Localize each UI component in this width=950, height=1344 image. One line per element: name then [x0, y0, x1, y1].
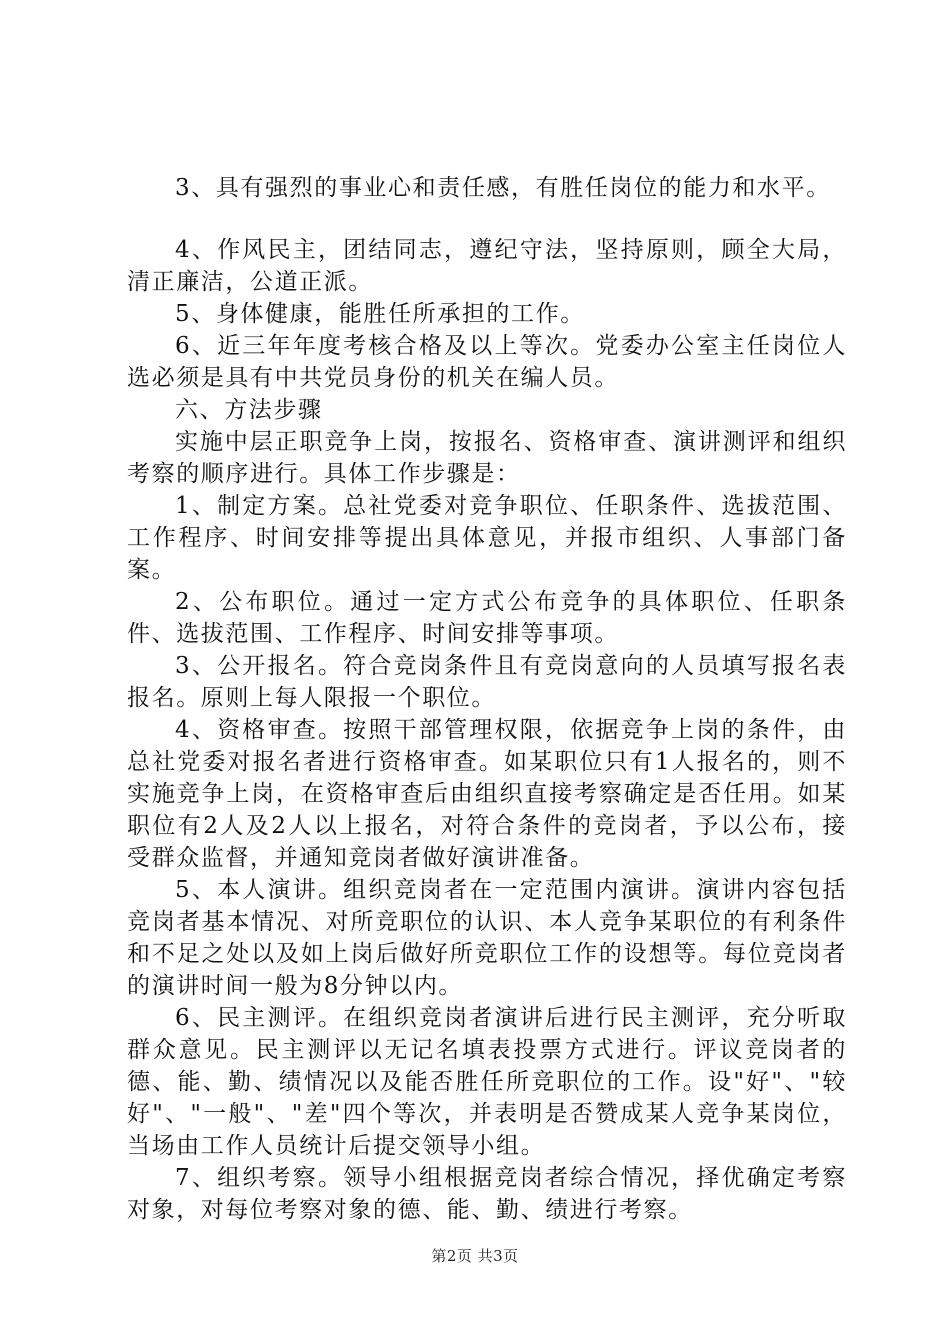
section-heading-methods: 六、方法步骤: [175, 397, 323, 423]
paragraph-step-4: 4、资格审查。按照干部管理权限，依据竞争上岗的条件，由总社党委对报名者进行资格审查。如某职位只有1人报名的，则不实施竞争上岗，在资格审查后由组织直接考察确定是否任用。如某职位有2人及2人以上报名，对符合条件的竞岗者，予以公布，接受群众监督，并通知竞岗者做好演讲准备。: [127, 717, 847, 871]
paragraph-methods-intro: 实施中层正职竞争上岗，按报名、资格审查、演讲测评和组织考察的顺序进行。具体工作步骤是：: [127, 429, 847, 487]
paragraph-step-3: 3、公开报名。符合竞岗条件且有竞岗意向的人员填写报名表报名。原则上每人限报一个职位。: [127, 653, 847, 711]
paragraph-qualification-5: 5、身体健康，能胜任所承担的工作。: [175, 301, 585, 327]
paragraph-step-6: 6、民主测评。在组织竞岗者演讲后进行民主测评，充分听取群众意见。民主测评以无记名填表投票方式进行。评议竞岗者的德、能、勤、绩情况以及能否胜任所竞职位的工作。设"好"、"较好"、"一般"、"差"四个等次，并表明是否赞成某人竞争某岗位，当场由工作人员统计后提交领导小组。: [127, 1005, 847, 1159]
page-number-footer: 第2页 共3页: [431, 1247, 519, 1265]
paragraph-step-5: 5、本人演讲。组织竞岗者在一定范围内演讲。演讲内容包括竞岗者基本情况、对所竞职位的认识、本人竞争某职位的有利条件和不足之处以及如上岗后做好所竞职位工作的设想等。每位竞岗者的演讲时间一般为8分钟以内。: [127, 877, 847, 999]
paragraph-step-2: 2、公布职位。通过一定方式公布竞争的具体职位、任职条件、选拔范围、工作程序、时间安排等事项。: [127, 589, 847, 647]
paragraph-step-1: 1、制定方案。总社党委对竞争职位、任职条件、选拔范围、工作程序、时间安排等提出具体意见，并报市组织、人事部门备案。: [127, 493, 847, 583]
paragraph-step-7: 7、组织考察。领导小组根据竞岗者综合情况，择优确定考察对象，对每位考察对象的德、能、勤、绩进行考察。: [127, 1165, 847, 1223]
document-body: [127, 172, 847, 1226]
paragraph-qualification-3: 3、具有强烈的事业心和责任感，有胜任岗位的能力和水平。: [175, 175, 831, 201]
paragraph-qualification-6: 6、近三年年度考核合格及以上等次。党委办公室主任岗位人选必须是具有中共党员身份的机关在编人员。: [127, 333, 847, 391]
paragraph-qualification-4: 4、作风民主，团结同志，遵纪守法，坚持原则，顾全大局，清正廉洁，公道正派。: [127, 237, 847, 295]
